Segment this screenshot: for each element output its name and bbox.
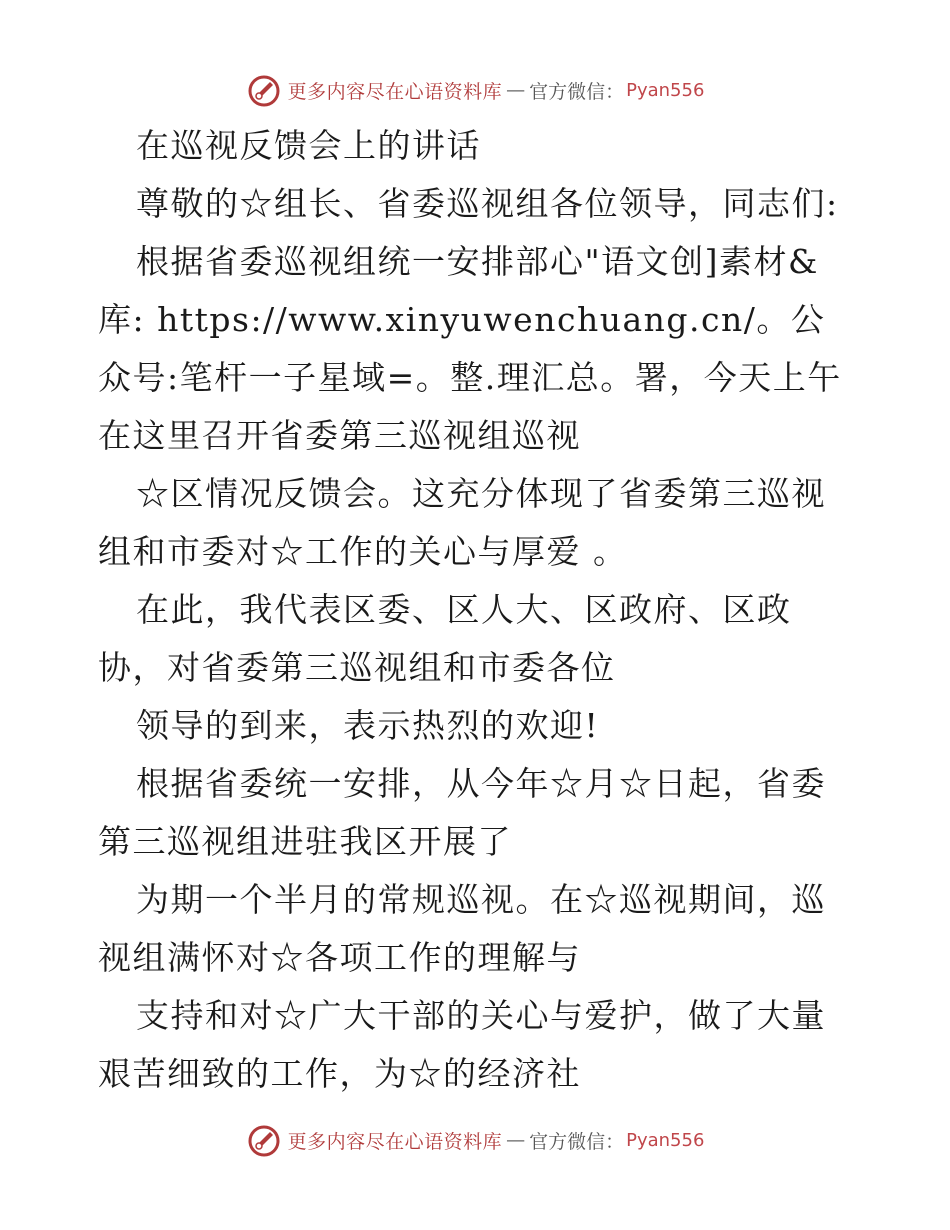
footer-banner bbox=[0, 1120, 950, 1160]
paragraph-salutation: 尊敬的☆组长、省委巡视组各位领导，同志们: bbox=[136, 184, 839, 223]
banner-wechat-id: Pyan556 bbox=[626, 1129, 705, 1151]
header-banner bbox=[0, 70, 950, 110]
banner-wechat-id: Pyan556 bbox=[626, 79, 705, 101]
paragraph: 领导的到来，表示热烈的欢迎! bbox=[136, 706, 600, 745]
logo-icon bbox=[246, 72, 282, 108]
paragraph-title: 在巡视反馈会上的讲话 bbox=[136, 126, 481, 165]
paragraph: ☆区情况反馈会。这充分体现了省委第三巡视组和市委对☆工作的关心与厚爱 。 bbox=[98, 474, 826, 571]
paragraph: 支持和对☆广大干部的关心与爱护，做了大量艰苦细致的工作，为☆的经济社 bbox=[98, 996, 826, 1093]
banner-main-text: 更多内容尽在心语资料库 bbox=[287, 1130, 503, 1153]
paragraph: 根据省委巡视组统一安排部心"语文创]素材&库: https://www.xinyuwenchuang.cn/。公众号:笔杆一子星域=。整.理汇总。署，今天上午在这里召开省委第三巡视组巡视 bbox=[98, 242, 842, 455]
document-body bbox=[98, 117, 858, 1103]
banner-sub-text: 官方微信： bbox=[529, 1130, 625, 1153]
banner-dash: — bbox=[506, 1129, 526, 1151]
paragraph: 在此，我代表区委、区人大、区政府、区政协，对省委第三巡视组和市委各位 bbox=[98, 590, 792, 687]
paragraph: 根据省委统一安排，从今年☆月☆日起，省委第三巡视组进驻我区开展了 bbox=[98, 764, 826, 861]
banner-sub-text: 官方微信： bbox=[529, 80, 625, 103]
logo-icon bbox=[246, 1122, 282, 1158]
banner-main-text: 更多内容尽在心语资料库 bbox=[287, 80, 503, 103]
banner-dash: — bbox=[506, 79, 526, 101]
paragraph: 为期一个半月的常规巡视。在☆巡视期间，巡视组满怀对☆各项工作的理解与 bbox=[98, 880, 826, 977]
